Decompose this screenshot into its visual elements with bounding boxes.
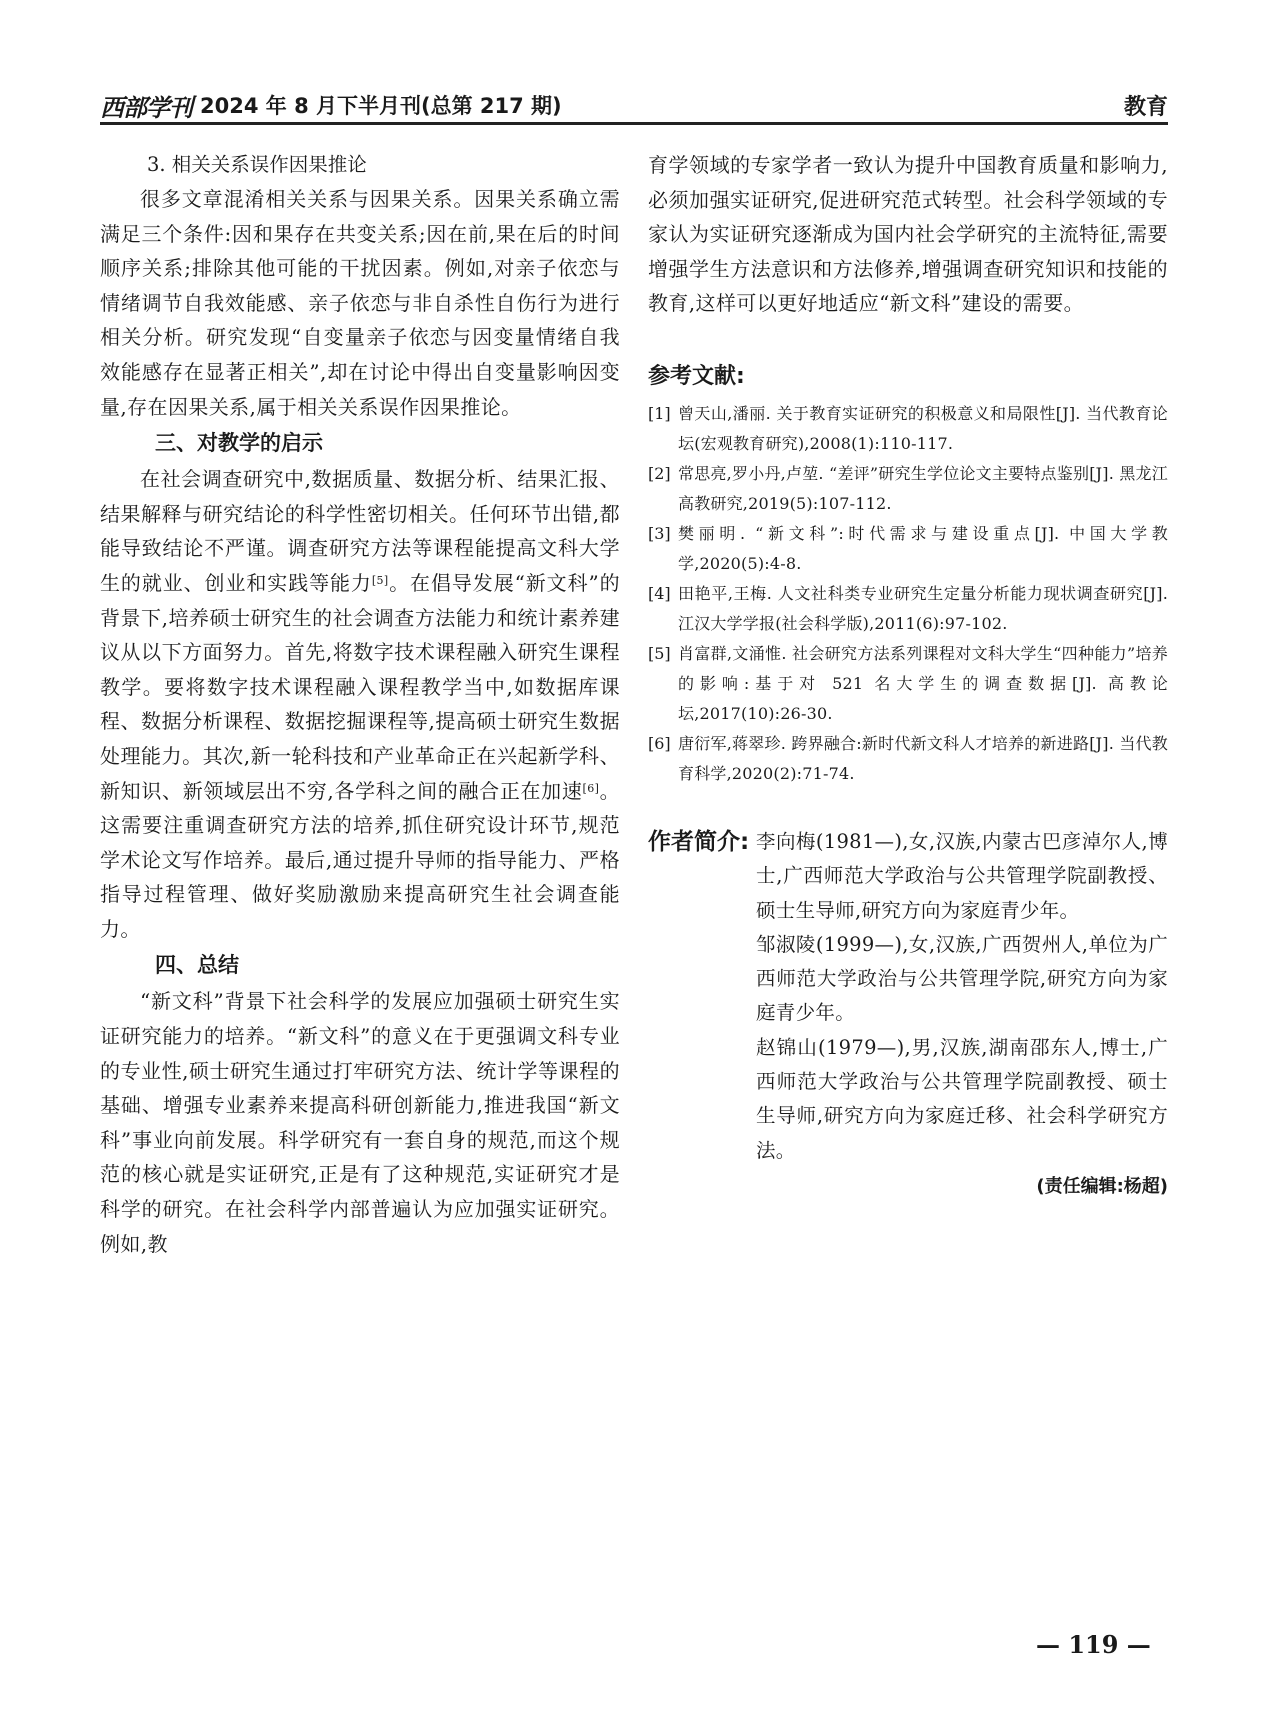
author-bio: 赵锦山(1979—),男,汉族,湖南邵东人,博士,广西师范大学政治与公共管理学院副教授、硕士生导师,研究方向为家庭迁移、社会科学研究方法。	[756, 1035, 1168, 1162]
reference-item	[648, 399, 1168, 459]
citation-marker: [5]	[371, 573, 389, 587]
reference-text: 常思亮,罗小丹,卢堃. “差评”研究生学位论文主要特点鉴别[J]. 黑龙江高教研究,2019(5):107-112.	[678, 463, 1168, 513]
citation-marker: [6]	[582, 781, 600, 795]
page-header	[100, 86, 1168, 125]
paragraph: “新文科”背景下社会科学的发展应加强硕士研究生实证研究能力的培养。“新文科”的意义在于更强调文科专业的专业性,硕士研究生通过打牢研究方法、统计学等课程的基础、增强专业素养来提高科研创新能力,推进我国“新文科”事业向前发展。科学研究有一套自身的规范,而这个规范的核心就是实证研究,正是有了这种规范,实证研究才是科学的研究。在社会科学内部普遍认为应加强实证研究。例如,教	[100, 989, 620, 1256]
author-bio: 邹淑陵(1999—),女,汉族,广西贺州人,单位为广西师范大学政治与公共管理学院,研究方向为家庭青少年。	[756, 932, 1168, 1025]
reference-number: [1]	[648, 403, 671, 423]
reference-item	[648, 579, 1168, 639]
reference-number: [5]	[648, 643, 671, 663]
reference-item	[648, 639, 1168, 729]
reference-item	[648, 729, 1168, 789]
reference-text: 曾天山,潘丽. 关于教育实证研究的积极意义和局限性[J]. 当代教育论坛(宏观教育研究),2008(1):110-117.	[678, 403, 1168, 453]
subsection-heading: 3. 相关关系误作因果推论	[147, 153, 367, 176]
page-number: — 119 —	[1036, 1630, 1151, 1659]
paragraph-text: 在社会调查研究中,数据质量、数据分析、结果汇报、结果解释与研究结论的科学性密切相关。任何环节出错,都能导致结论不严谨。调查研究方法等课程能提高文科大学生的就业、创业和实践等能力	[100, 467, 620, 595]
reference-text: 唐衍军,蒋翠珍. 跨界融合:新时代新文科人才培养的新进路[J]. 当代教育科学,2020(2):71-74.	[678, 733, 1168, 783]
section-tag: 教育	[1123, 95, 1168, 120]
reference-item	[648, 519, 1168, 579]
paragraph-text: 。这需要注重调查研究方法的培养,抓住研究设计环节,规范学术论文写作培养。最后,通过提升导师的指导能力、严格指导过程管理、做好奖励激励来提高研究生社会调查能力。	[100, 778, 620, 941]
right-column	[648, 148, 1168, 1202]
section-heading: 四、总结	[155, 953, 239, 978]
reference-number: [6]	[648, 733, 671, 753]
author-bio-label: 作者简介:	[648, 828, 750, 855]
author-bio-block	[648, 825, 1168, 1168]
reference-list	[648, 399, 1168, 789]
author-bio: 李向梅(1981—),女,汉族,内蒙古巴彦淖尔人,博士,广西师范大学政治与公共管理学院副教授、硕士生导师,研究方向为家庭青少年。	[756, 829, 1168, 922]
paragraph	[100, 462, 620, 946]
paragraph: 育学领域的专家学者一致认为提升中国教育质量和影响力,必须加强实证研究,促进研究范式转型。社会科学领域的专家认为实证研究逐渐成为国内社会学研究的主流特征,需要增强学生方法意识和方法修养,增强调查研究知识和技能的教育,这样可以更好地适应“新文科”建设的需要。	[648, 153, 1168, 316]
paragraph-text: 。在倡导发展“新文科”的背景下,培养硕士研究生的社会调查方法能力和统计素养建议从以下方面努力。首先,将数字技术课程融入研究生课程教学。要将数字技术课程融入课程教学当中,如数据库课程、数据分析课程、数据挖掘课程等,提高硕士研究生数据处理能力。其次,新一轮科技和产业革命正在兴起新学科、新知识、新领域层出不穷,各学科之间的融合正在加速	[100, 570, 621, 803]
reference-text: 肖富群,文涌惟. 社会研究方法系列课程对文科大学生“四种能力”培养的影响:基于对 521 名大学生的调查数据[J]. 高教论坛,2017(10):26-30.	[678, 643, 1168, 723]
reference-item	[648, 459, 1168, 519]
responsible-editor: (责任编辑:杨超)	[1036, 1175, 1168, 1197]
issue-info: 2024 年 8 月下半月刊(总第 217 期)	[200, 94, 562, 118]
references-title: 参考文献:	[648, 363, 745, 389]
reference-number: [3]	[648, 523, 671, 543]
left-column	[100, 148, 620, 1261]
reference-text: 田艳平,王梅. 人文社科类专业研究生定量分析能力现状调查研究[J]. 江汉大学学报(社会科学版),2011(6):97-102.	[678, 583, 1168, 633]
paragraph: 很多文章混淆相关关系与因果关系。因果关系确立需满足三个条件:因和果存在共变关系;因在前,果在后的时间顺序关系;排除其他可能的干扰因素。例如,对亲子依恋与情绪调节自我效能感、亲子依恋与非自杀性自伤行为进行相关分析。研究发现“自变量亲子依恋与因变量情绪自我效能感存在显著正相关”,却在讨论中得出自变量影响因变量,存在因果关系,属于相关关系误作因果推论。	[100, 187, 620, 419]
reference-text: 樊丽明. “新文科”:时代需求与建设重点[J]. 中国大学教学,2020(5):4-8.	[678, 523, 1168, 573]
journal-logo: 西部学刊	[100, 93, 192, 122]
author-bio-list	[756, 825, 1168, 1168]
section-heading: 三、对教学的启示	[155, 431, 323, 456]
reference-number: [2]	[648, 463, 671, 483]
reference-number: [4]	[648, 583, 671, 603]
